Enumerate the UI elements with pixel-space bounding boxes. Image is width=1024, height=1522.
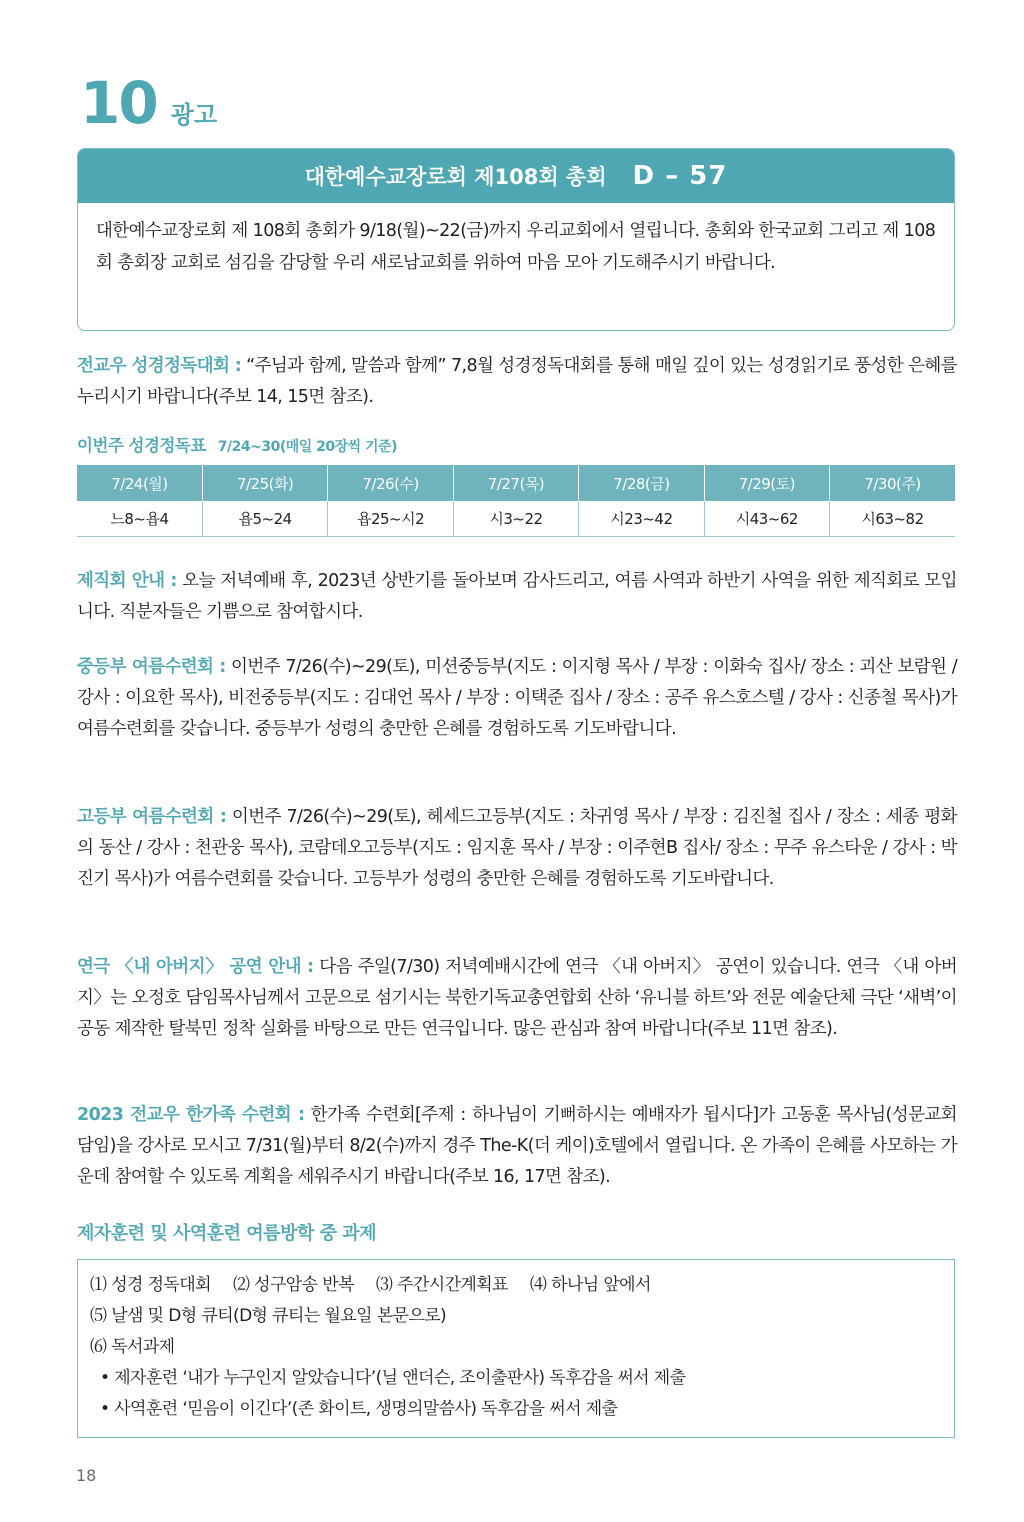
task-item: ⑷ 하나님 앞에서 bbox=[529, 1275, 651, 1295]
table-cell: 욥25~시2 bbox=[328, 501, 453, 537]
table-cell: 시43~62 bbox=[704, 501, 829, 537]
middle-school-retreat-notice bbox=[77, 652, 957, 745]
banner-body: 대한예수교장로회 제 108회 총회가 9/18(월)~22(금)까지 우리교회에서 열립니다. 총회와 한국교회 그리고 제 108회 총회장 교회로 섬김을 감당할 우리 새로남교회를 위하여 마음 모아 기도해주시기 바랍니다. bbox=[96, 221, 936, 273]
notice-text: “주님과 함께, 말씀과 함께” 7,8월 성경정독대회를 통해 매일 깊이 있는 성경읽기로 풍성한 은혜를 누리시기 바랍니다(주보 14, 15면 참조). bbox=[77, 356, 957, 407]
notice-label: 연극 〈내 아버지〉 공연 안내 : bbox=[77, 957, 314, 977]
page-header bbox=[80, 69, 218, 137]
notice-text: 이번주 7/26(수)~29(토), 미션중등부(지도 : 이지형 목사 / 부장 : 이화숙 집사/ 장소 : 괴산 보람원 / 강사 : 이요한 목사), 비전중등부(지도 : 김대언 목사 / 부장 : 이택준 집사 / 장소 : 공주 유스호스텔 / 강사 : 신종철 목사)가 여름수련회를 갖습니다. 중등부가 성령의 충만한 은혜를 경험하도록 기도바랍니다. bbox=[77, 657, 958, 739]
play-notice bbox=[77, 952, 957, 1045]
notice-label: 전교우 성경정독대회 : bbox=[77, 356, 242, 376]
tasks-box bbox=[77, 1259, 955, 1438]
table-header-row bbox=[77, 465, 955, 501]
assembly-banner bbox=[77, 148, 955, 331]
table-cell: 느8~욥4 bbox=[77, 501, 202, 537]
list-item: ⑹ 독서과제 bbox=[90, 1337, 175, 1357]
table-cell: 시3~22 bbox=[453, 501, 578, 537]
table-header-cell: 7/24(월) bbox=[77, 465, 202, 501]
notice-label: 제직회 안내 : bbox=[77, 571, 177, 591]
notice-text: 다음 주일(7/30) 저녁예배시간에 연극 〈내 아버지〉 공연이 있습니다. 연극 〈내 아버지〉는 오정호 담임목사님께서 고문으로 섬기시는 북한기독교총연합회 산하 ‘유니블 하트’와 전문 예술단체 극단 ‘새벽’이 공동 제작한 탈북민 정착 실화를 바탕으로 만든 연극입니다. 많은 관심과 참여 바랍니다(주보 11면 참조). bbox=[77, 957, 958, 1039]
page-number: 18 bbox=[76, 1466, 97, 1485]
table-row bbox=[77, 501, 955, 537]
table-header-cell: 7/29(토) bbox=[704, 465, 829, 501]
list-item bbox=[90, 1270, 942, 1301]
table-header-cell: 7/27(목) bbox=[453, 465, 578, 501]
notice-label: 고등부 여름수련회 : bbox=[77, 807, 227, 827]
notice-label: 2023 전교우 한가족 수련회 : bbox=[77, 1105, 305, 1125]
notice-text: 한가족 수련회[주제 : 하나님이 기뻐하시는 예배자가 됩시다]가 고동훈 목사님(성문교회 담임)을 강사로 모시고 7/31(월)부터 8/2(수)까지 경주 The-K(더 케이)호텔에서 열립니다. 온 가족이 은혜를 사모하는 가운데 참여할 수 있도록 계획을 세워주시기 바랍니다(주보 16, 17면 참조). bbox=[77, 1105, 957, 1187]
list-item: • 제자훈련 ‘내가 누구인지 알았습니다’(닐 앤더슨, 조이출판사) 독후감을 써서 제출 bbox=[100, 1368, 686, 1388]
schedule-heading: 이번주 성경정독표 bbox=[77, 436, 206, 455]
officers-meeting-notice bbox=[77, 566, 957, 628]
banner-header bbox=[78, 149, 954, 203]
task-item: ⑵ 성구암송 반복 bbox=[232, 1275, 354, 1295]
schedule-note: 7/24~30(매일 20장씩 기준) bbox=[217, 439, 397, 455]
banner-title: 대한예수교장로회 제108회 총회 bbox=[304, 165, 607, 189]
notice-text: 이번주 7/26(수)~29(토), 헤세드고등부(지도 : 차귀영 목사 / 부장 : 김진철 집사 / 장소 : 세종 평화의 동산 / 강사 : 천관웅 목사), 코람데오고등부(지도 : 임지훈 목사 / 부장 : 이주현B 집사/ 장소 : 무주 유스타운 / 강사 : 박진기 목사)가 여름수련회를 갖습니다. 고등부가 성령의 충만한 은혜를 경험하도록 기도바랍니다. bbox=[77, 807, 957, 889]
table-header-cell: 7/25(화) bbox=[202, 465, 327, 501]
list-item: • 사역훈련 ‘믿음이 이긴다’(존 화이트, 생명의말씀사) 독후감을 써서 제출 bbox=[100, 1399, 618, 1419]
high-school-retreat-notice bbox=[77, 802, 957, 895]
table-cell: 욥5~24 bbox=[202, 501, 327, 537]
schedule-title bbox=[77, 432, 397, 456]
bible-reading-notice bbox=[77, 351, 957, 413]
task-item: ⑴ 성경 정독대회 bbox=[90, 1275, 211, 1295]
task-item: ⑶ 주간시간계획표 bbox=[375, 1275, 508, 1295]
list-item: ⑸ 날샘 및 D형 큐티(D형 큐티는 월요일 본문으로) bbox=[90, 1306, 447, 1326]
section-number: 10 bbox=[80, 69, 157, 137]
section-title: 광고 bbox=[170, 101, 218, 129]
table-header-cell: 7/28(금) bbox=[579, 465, 704, 501]
table-cell: 시63~82 bbox=[830, 501, 955, 537]
table-header-cell: 7/26(수) bbox=[328, 465, 453, 501]
dday-counter: D – 57 bbox=[632, 161, 728, 191]
notice-text: 오늘 저녁예배 후, 2023년 상반기를 돌아보며 감사드리고, 여름 사역과 하반기 사역을 위한 제직회로 모입니다. 직분자들은 기쁨으로 참여합시다. bbox=[77, 571, 957, 622]
table-header-cell: 7/30(주) bbox=[830, 465, 955, 501]
notice-label: 중등부 여름수련회 : bbox=[77, 657, 226, 677]
tasks-title: 제자훈련 및 사역훈련 여름방학 중 과제 bbox=[77, 1223, 377, 1244]
reading-schedule-table bbox=[77, 465, 955, 537]
family-retreat-notice bbox=[77, 1100, 957, 1193]
table-cell: 시23~42 bbox=[579, 501, 704, 537]
